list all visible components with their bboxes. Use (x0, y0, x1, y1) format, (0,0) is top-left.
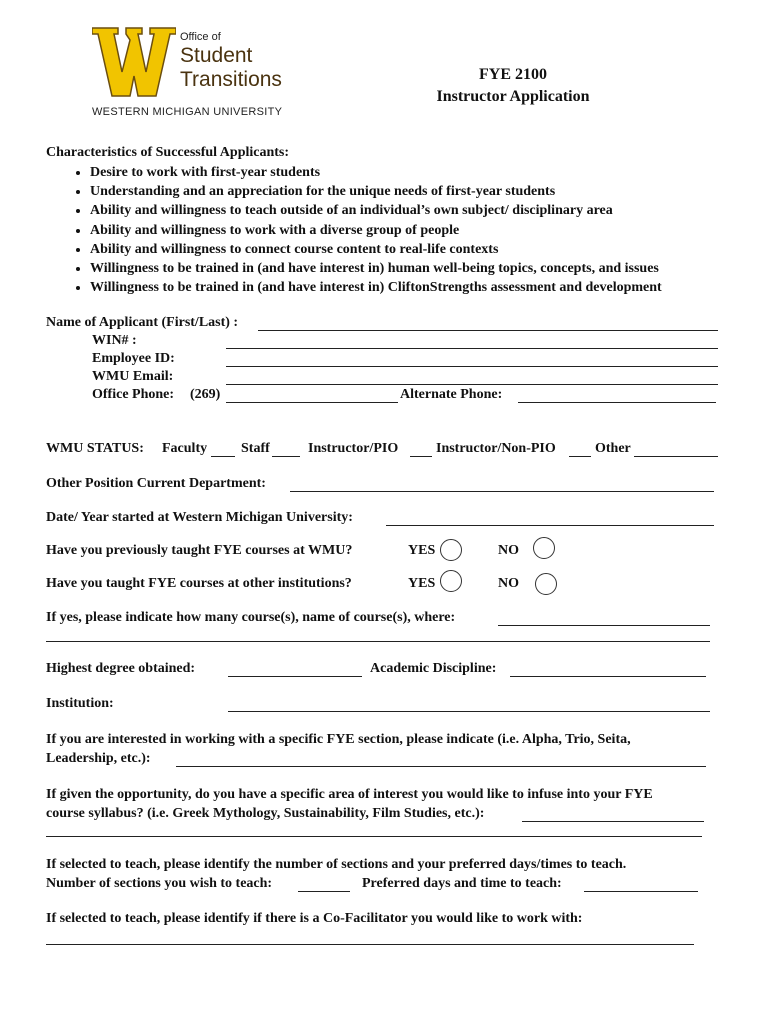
num-sections-label: Number of sections you wish to teach: (46, 876, 273, 891)
list-item: • Ability and willingness to connect course content to real-life contexts (90, 240, 662, 259)
taught-other-no-radio[interactable] (535, 573, 557, 595)
section-question: If you are interested in working with a specific FYE section, please indicate (i.e. Alpha, Trio, Seita, (46, 732, 631, 747)
date-started-label: Date/ Year started at Western Michigan University: (46, 510, 353, 525)
status-other-label: Other (595, 441, 631, 456)
email-field[interactable] (226, 384, 718, 385)
logo-university: WESTERN MICHIGAN UNIVERSITY (92, 106, 283, 118)
institution-label: Institution: (46, 696, 114, 711)
taught-wmu-yes-radio[interactable] (440, 539, 462, 561)
status-nonpio-label: Instructor/Non-PIO (436, 441, 556, 456)
logo-transitions: Transitions (180, 68, 282, 91)
email-label: WMU Email: (92, 369, 174, 384)
interest-field[interactable] (522, 821, 704, 822)
employee-id-field[interactable] (226, 366, 718, 367)
status-staff-field[interactable] (272, 456, 300, 457)
institution-field[interactable] (228, 711, 710, 712)
status-faculty-label: Faculty (162, 441, 208, 456)
teach-question: If selected to teach, please identify the number of sections and your preferred days/times to teach. (46, 857, 627, 872)
preferred-days-label: Preferred days and time to teach: (362, 876, 562, 891)
if-yes-field-2[interactable] (46, 641, 710, 642)
employee-id-label: Employee ID: (92, 351, 175, 366)
taught-other-yes-radio[interactable] (440, 570, 462, 592)
logo-office-of: Office of (180, 31, 221, 43)
office-phone-prefix: (269) (190, 387, 221, 402)
other-dept-field[interactable] (290, 491, 714, 492)
alt-phone-label: Alternate Phone: (400, 387, 503, 402)
list-item: • Willingness to be trained in (and have interest in) human well-being topics, concepts, and issues (90, 259, 662, 278)
taught-other-no-label: NO (498, 576, 519, 591)
date-started-field[interactable] (386, 525, 714, 526)
interest-question-cont: course syllabus? (i.e. Greek Mythology, Sustainability, Film Studies, etc.): (46, 806, 485, 821)
taught-other-label: Have you taught FYE courses at other institutions? (46, 576, 352, 591)
taught-other-yes-label: YES (408, 576, 436, 591)
interest-field-2[interactable] (46, 836, 702, 837)
status-staff-label: Staff (241, 441, 270, 456)
cofacilitator-field[interactable] (46, 944, 694, 945)
win-label: WIN# : (92, 333, 137, 348)
status-other-field[interactable] (634, 456, 718, 457)
taught-wmu-yes-label: YES (408, 543, 436, 558)
preferred-days-field[interactable] (584, 891, 698, 892)
wmu-w-icon (92, 26, 176, 98)
taught-wmu-no-label: NO (498, 543, 519, 558)
wmu-logo (92, 26, 292, 122)
status-pio-label: Instructor/PIO (308, 441, 399, 456)
office-phone-field[interactable] (226, 402, 398, 403)
cofacilitator-question: If selected to teach, please identify if there is a Co-Facilitator you would like to work with: (46, 911, 583, 926)
status-label: WMU STATUS: (46, 441, 144, 456)
if-yes-label: If yes, please indicate how many course(s), name of course(s), where: (46, 610, 456, 625)
alt-phone-field[interactable] (518, 402, 716, 403)
if-yes-field[interactable] (498, 625, 710, 626)
discipline-field[interactable] (510, 676, 706, 677)
name-label: Name of Applicant (First/Last) : (46, 315, 239, 330)
list-item: • Willingness to be trained in (and have interest in) CliftonStrengths assessment and development (90, 278, 662, 297)
office-phone-label: Office Phone: (92, 387, 175, 402)
taught-wmu-no-radio[interactable] (533, 537, 555, 559)
course-number: FYE 2100 (479, 66, 547, 83)
win-field[interactable] (226, 348, 718, 349)
name-field[interactable] (258, 330, 718, 331)
characteristics-list (68, 163, 662, 297)
interest-question: If given the opportunity, do you have a specific area of interest you would like to infuse into your FYE (46, 787, 653, 802)
discipline-label: Academic Discipline: (370, 661, 497, 676)
status-pio-field[interactable] (410, 456, 432, 457)
list-item: • Desire to work with first-year students (90, 163, 662, 182)
num-sections-field[interactable] (298, 891, 350, 892)
degree-field[interactable] (228, 676, 362, 677)
logo-student: Student (180, 44, 253, 67)
degree-label: Highest degree obtained: (46, 661, 196, 676)
taught-wmu-label: Have you previously taught FYE courses at WMU? (46, 543, 353, 558)
status-faculty-field[interactable] (211, 456, 235, 457)
list-item: • Understanding and an appreciation for the unique needs of first-year students (90, 182, 662, 201)
section-question-cont: Leadership, etc.): (46, 751, 151, 766)
page-title: Instructor Application (436, 88, 590, 105)
other-dept-label: Other Position Current Department: (46, 476, 266, 491)
list-item: • Ability and willingness to teach outside of an individual’s own subject/ disciplinary area (90, 201, 662, 220)
status-nonpio-field[interactable] (569, 456, 591, 457)
section-field[interactable] (176, 766, 706, 767)
characteristics-heading: Characteristics of Successful Applicants: (46, 145, 290, 160)
list-item: • Ability and willingness to work with a diverse group of people (90, 221, 662, 240)
